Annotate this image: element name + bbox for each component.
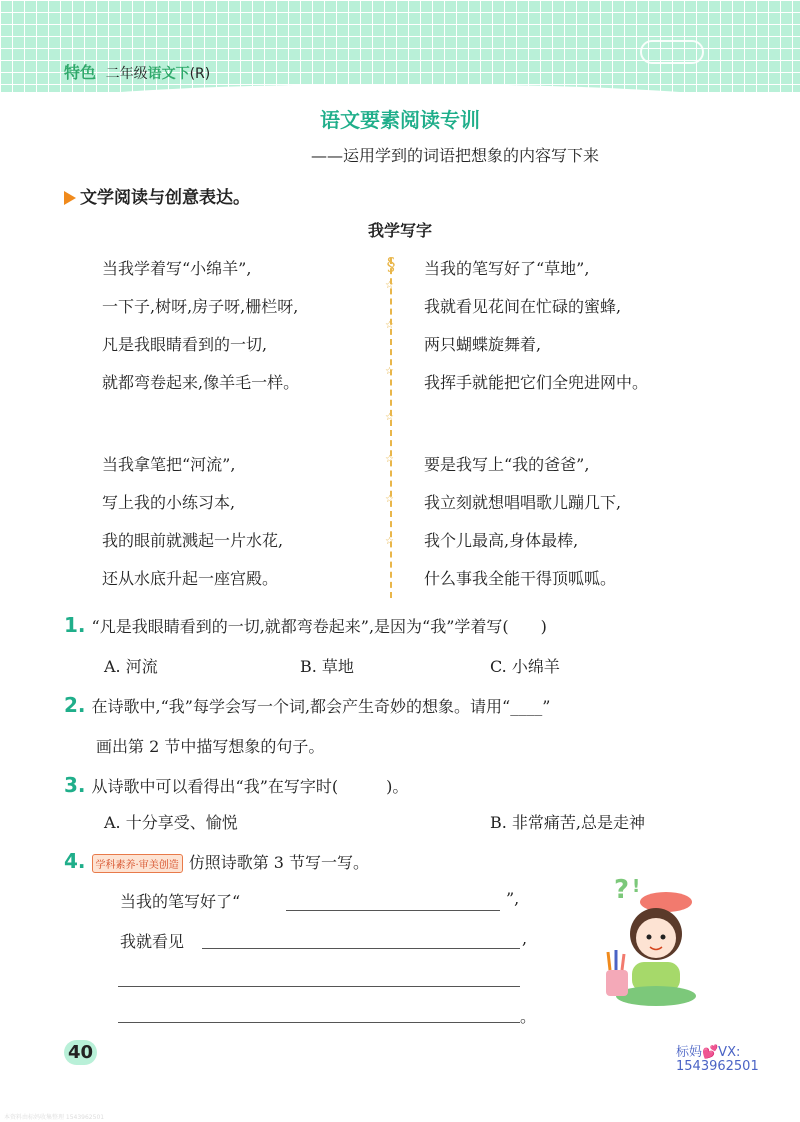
fill-suffix-4: 。	[520, 1007, 537, 1026]
option-b[interactable]: B. 草地	[300, 657, 354, 676]
page-subtitle: ——运用学到的词语把想象的内容写下来	[310, 146, 599, 165]
question-2-line2: 画出第 2 节中描写想象的句子。	[96, 737, 325, 756]
question-text: 仿照诗歌第 3 节写一写。	[188, 853, 370, 872]
grade-label: 二年级	[105, 66, 148, 82]
section-heading	[64, 183, 250, 208]
watermark-line-1: 标妈💕VX:	[676, 1045, 741, 1060]
fill-suffix-1: ”,	[506, 889, 520, 908]
subject-label: 语文	[147, 66, 176, 82]
poem-line: 我就看见花间在忙碌的蜜蜂,	[424, 297, 622, 316]
question-text: “凡是我眼睛看到的一切,就都弯卷起来”,是因为“我”学着写( )	[91, 617, 547, 636]
poem-stanza-1	[102, 250, 299, 402]
girl-illustration	[592, 872, 720, 1012]
page-title: 语文要素阅读专训	[320, 108, 480, 132]
star-icon: ☆	[385, 320, 394, 331]
poem-divider	[390, 258, 392, 598]
question-text: 在诗歌中,“我”每学会写一个词,都会产生奇妙的想象。请用“____”	[91, 697, 551, 716]
poem-line: 就都弯卷起来,像羊毛一样。	[102, 373, 300, 392]
poem-line: 当我学着写“小绵羊”,	[102, 259, 252, 278]
cloud-decoration-icon	[640, 40, 704, 64]
section-heading-text: 文学阅读与创意表达。	[80, 188, 250, 208]
option-b[interactable]: B. 非常痛苦,总是走神	[490, 813, 646, 832]
question-4	[64, 849, 369, 873]
star-icon: ☆	[385, 494, 394, 505]
poem-stanza-4	[424, 446, 621, 598]
question-1	[64, 613, 547, 637]
poem-line: 当我的笔写好了“草地”,	[424, 259, 590, 278]
svg-text:?: ?	[614, 875, 630, 905]
star-icon: ☆	[385, 412, 394, 423]
poem-line: 我立刻就想唱唱歌儿蹦几下,	[424, 493, 622, 512]
answer-line-3[interactable]	[118, 986, 520, 987]
poem-line: 我个儿最高,身体最棒,	[424, 531, 579, 550]
faint-watermark: 本资料由标妈收集整理 1543962501	[4, 1114, 105, 1121]
poem-stanza-2	[424, 250, 648, 402]
poem-line: 两只蝴蝶旋舞着,	[424, 335, 542, 354]
fill-prefix-2: 我就看见	[120, 932, 185, 951]
option-c[interactable]: C. 小绵羊	[490, 657, 560, 676]
question-3	[64, 773, 408, 797]
poem-line: 我的眼前就溅起一片水花,	[102, 531, 284, 550]
duck-icon: §	[386, 254, 396, 275]
star-icon: ☆	[385, 536, 394, 547]
poem-line: 要是我写上“我的爸爸”,	[424, 455, 590, 474]
star-icon: ☆	[385, 454, 394, 465]
answer-line-2[interactable]	[202, 948, 520, 949]
svg-text:!: !	[632, 876, 641, 897]
poem-line: 当我拿笔把“河流”,	[102, 455, 236, 474]
edition-label: (R)	[189, 66, 211, 82]
poem-stanza-3	[102, 446, 283, 598]
star-icon: ☆	[385, 366, 394, 377]
question-number: 4.	[64, 849, 86, 873]
page-number: 40	[64, 1040, 97, 1065]
watermark-line-2: 1543962501	[676, 1059, 759, 1074]
fill-suffix-2: ,	[522, 929, 528, 948]
star-icon: ☆	[385, 280, 394, 291]
poem-line: 我挥手就能把它们全兜进网中。	[424, 373, 649, 392]
poem-line: 写上我的小练习本,	[102, 493, 236, 512]
question-number: 3.	[64, 773, 86, 797]
literacy-badge: 学科素养·审美创造	[92, 854, 183, 873]
poem-line: 什么事我全能干得顶呱呱。	[424, 569, 617, 588]
answer-line-4[interactable]	[118, 1022, 520, 1023]
brand-header	[64, 60, 210, 83]
play-icon	[64, 191, 76, 205]
option-a[interactable]: A. 十分享受、愉悦	[104, 813, 238, 832]
poem-title: 我学写字	[367, 221, 432, 240]
question-2	[64, 693, 550, 717]
question-text: 从诗歌中可以看得出“我”在写字时( )。	[91, 777, 409, 796]
option-a[interactable]: A. 河流	[104, 657, 158, 676]
watermark	[676, 1046, 759, 1074]
answer-line-1[interactable]	[286, 910, 500, 911]
fill-prefix-1: 当我的笔写好了“	[120, 892, 241, 911]
question-number: 2.	[64, 693, 86, 717]
poem-line: 还从水底升起一座宫殿。	[102, 569, 279, 588]
poem-line: 一下子,树呀,房子呀,栅栏呀,	[102, 297, 299, 316]
brand-logo: 特色	[64, 63, 97, 82]
volume-label: 下	[175, 66, 190, 82]
question-number: 1.	[64, 613, 86, 637]
poem-line: 凡是我眼睛看到的一切,	[102, 335, 268, 354]
